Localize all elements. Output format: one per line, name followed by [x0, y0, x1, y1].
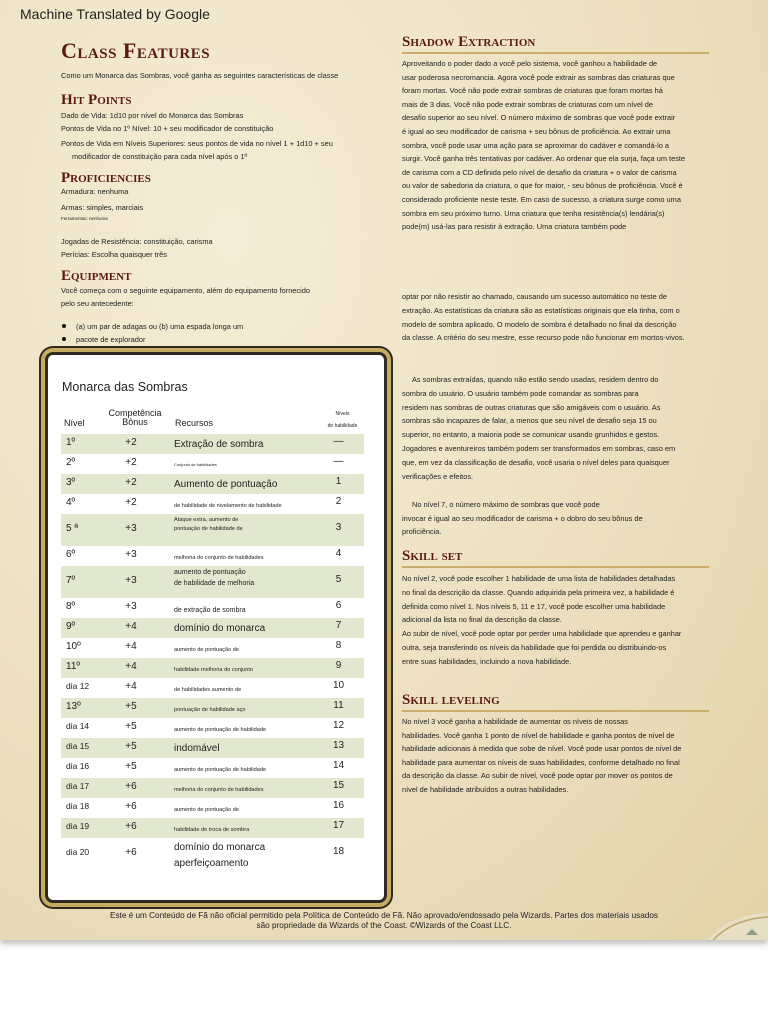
cell-level: dia 20	[66, 847, 90, 857]
cell-level: 3º	[66, 477, 76, 488]
table-row	[61, 838, 364, 870]
col-header-skill-levels-bottom: de habilidade	[327, 423, 358, 429]
cell-resources	[174, 502, 282, 511]
table-row	[61, 718, 364, 738]
cell-resource-line: Ataque extra, aumento de	[174, 517, 239, 523]
cell-skill-levels: 15	[332, 780, 345, 791]
table-row	[61, 546, 364, 566]
cell-proficiency-bonus: +2	[125, 437, 137, 448]
cell-resource-line: habilidade melhoria do conjunto	[174, 667, 253, 673]
shadow-extraction-line: pode(m) usá-las para resistir à extração. Uma criatura também pode	[402, 222, 627, 232]
cell-level: dia 12	[66, 681, 90, 691]
weapons-proficiency: Armas: simples, marciais	[61, 203, 144, 212]
cell-skill-levels: —	[333, 436, 344, 447]
skill-set-line: adicional da lista no final da descrição da classe.	[402, 615, 562, 625]
shadow-extraction-line: superior, no entanto, a maioria pode se comunicar usando grunhidos e gestos.	[402, 430, 660, 440]
cell-level: 6º	[66, 549, 76, 560]
cell-resources	[174, 741, 220, 757]
machine-translated-banner: Machine Translated by Google	[20, 6, 210, 22]
cell-level: 13º	[66, 701, 81, 712]
footer-line-2: são propriedade da Wizards of the Coast. ©Wizards of the Coast LLC.	[256, 920, 512, 930]
shadow-extraction-line: considerado proficiente neste teste. Em caso de sucesso, a criatura surge como uma	[402, 195, 681, 204]
class-features-title: Class Features	[61, 38, 211, 63]
skills-proficiency: Perícias: Escolha quaisquer três	[61, 250, 167, 259]
shadow-extraction-line: verificações e efeitos.	[402, 471, 474, 481]
shadow-extraction-line: surgir. Você ganha três tentativas por cadáver. Ao ordenar que ela surja, faça um teste	[402, 154, 686, 164]
cell-level: 4º	[66, 497, 76, 508]
cell-resources	[174, 706, 246, 715]
cell-skill-levels: 13	[332, 740, 345, 751]
cell-skill-levels: 1	[335, 476, 342, 487]
shadow-extraction-line: proficiência.	[402, 527, 442, 536]
cell-proficiency-bonus: +5	[125, 701, 137, 712]
cell-resources	[174, 554, 264, 563]
shadow-extraction-line: usar poderosa necromancia. Agora você pode extrair as sombras das criaturas que	[402, 72, 675, 82]
skill-set-line: outra, seja transferindo os níveis da habilidade que foi perdida ou distribuindo-os	[402, 643, 667, 652]
shadow-extraction-line: sombra, você pode usar uma ação para se aproximar do cadáver e comandá-lo a	[402, 140, 670, 150]
shadow-extraction-line: invocar é igual ao seu modificador de carisma + o dobro do seu bônus de	[402, 513, 643, 523]
tools-proficiency: Ferramentas: nenhuma	[61, 216, 108, 221]
cell-resource-line: Conjunto de habilidades	[174, 462, 217, 467]
cell-skill-levels: 7	[335, 620, 342, 631]
shadow-extraction-line: As sombras extraídas, quando não estão sendo usadas, residem dentro do	[412, 375, 659, 384]
cell-level: dia 17	[66, 781, 90, 791]
shadow-extraction-line: desafio superior ao seu nível. O número máximo de sombras que você pode extrair	[402, 113, 676, 123]
saving-throws: Jogadas de Resistência: constituição, carisma	[61, 237, 213, 246]
cell-proficiency-bonus: +2	[125, 477, 137, 488]
table-row	[61, 566, 364, 598]
cell-level: dia 19	[66, 821, 90, 831]
cell-resource-line: aumento de pontuação de habilidade	[174, 727, 267, 733]
col-header-competence-bottom: Bônus	[122, 417, 148, 428]
armor-proficiency: Armadura: nenhuma	[61, 187, 129, 196]
cell-skill-levels: 16	[332, 800, 345, 811]
shadow-extraction-line: Aproveitando o poder dado a você pelo sistema, você ganhou a habilidade de	[402, 59, 658, 68]
cell-resources	[174, 516, 243, 533]
cell-resource-line: de habilidades aumento de	[174, 687, 242, 693]
cell-resources	[174, 826, 249, 835]
bullet-icon	[62, 324, 66, 328]
col-header-skill-levels	[320, 408, 365, 432]
skill-set-line: No nível 2, você pode escolher 1 habilidade de uma lista de habilidades detalhadas	[402, 574, 676, 583]
cell-resources	[174, 477, 277, 493]
cell-skill-levels: 9	[335, 660, 342, 671]
cell-proficiency-bonus: +2	[125, 457, 137, 468]
cell-proficiency-bonus: +3	[125, 575, 137, 586]
shadow-extraction-line: modelo de sombra aplicado. O modelo de sombra é detalhado no final da descrição	[402, 319, 677, 329]
cell-resources	[174, 840, 265, 871]
cell-resources	[174, 686, 241, 695]
cell-resources	[174, 606, 246, 617]
table-row	[61, 598, 364, 618]
col-header-competence	[100, 409, 170, 428]
shadow-extraction-line: é igual ao seu modificador de carisma + seu bônus de proficiência. Ao extrair uma	[402, 127, 671, 136]
cell-level: dia 16	[66, 761, 90, 771]
cell-proficiency-bonus: +2	[125, 497, 137, 508]
skill-set-line: no final da descrição da classe. Quando adquirida pela primeira vez, a habilidade é	[402, 587, 675, 597]
table-row	[61, 514, 364, 546]
cell-level: 11º	[66, 661, 81, 672]
cell-skill-levels: 8	[335, 640, 342, 651]
table-row	[61, 454, 364, 474]
cell-resource-line: aperfeiçoamento	[174, 857, 249, 869]
cell-resource-line: aumento de pontuação de habilidade	[174, 767, 267, 773]
hp-first-level-line: Pontos de Vida no 1º Nível: 10 + seu modificador de constituição	[61, 124, 274, 133]
skill-set-line: definida como nível 1. Nos níveis 5, 11 e 17, você pode escolher uma habilidade	[402, 601, 666, 611]
col-header-competence-top: Competência	[108, 408, 162, 418]
skill-leveling-line: habilidades. Você ganha 1 ponto de nível de habilidade e ganha pontos de nível de	[402, 730, 675, 740]
equipment-item: pacote de explorador	[76, 335, 146, 344]
cell-skill-levels: 17	[332, 820, 345, 831]
cell-level: 2º	[66, 457, 76, 468]
cell-skill-levels: 14	[332, 760, 345, 771]
cell-skill-levels: 3	[335, 522, 342, 533]
shadow-extraction-line: ou valor de sabedoria da criatura, o que for maior, - seu bônus de proficiência. Você é	[402, 181, 683, 191]
cell-resources	[174, 786, 264, 795]
equipment-item: (a) um par de adagas ou (b) uma espada longa um	[76, 322, 244, 331]
skill-set-line: entre suas habilidades, incluindo a nova habilidade.	[402, 656, 572, 666]
cell-skill-levels: 12	[332, 720, 345, 731]
cell-proficiency-bonus: +5	[125, 721, 137, 732]
cell-level: 9º	[66, 621, 76, 632]
cell-skill-levels: 5	[335, 574, 342, 585]
cell-resource-line: domínio do monarca	[174, 842, 266, 853]
cell-level: 8º	[66, 601, 76, 612]
table-row	[61, 474, 364, 494]
cell-resource-line: aumento de pontuação	[174, 569, 246, 576]
cell-level: 10º	[66, 641, 81, 652]
shadow-extraction-line: residem nas sombras de outras criaturas que são amigáveis com o usuário. As	[402, 402, 661, 412]
table-row	[61, 638, 364, 658]
table-row	[61, 494, 364, 514]
shadow-extraction-line: da classe. A critério do seu mestre, esse recurso pode não funcionar em mortos-vivos.	[402, 333, 685, 343]
cell-resource-line: de extração de sombra	[174, 607, 246, 614]
cell-proficiency-bonus: +4	[125, 641, 137, 652]
cell-resource-line: Extração de sombra	[174, 439, 264, 450]
cell-resource-line: aumento de pontuação de	[174, 647, 240, 653]
cell-resources	[174, 568, 254, 590]
cell-resources	[174, 462, 217, 468]
table-row	[61, 618, 364, 638]
cell-proficiency-bonus: +6	[125, 847, 137, 858]
cell-resources	[174, 726, 266, 735]
table-row	[61, 698, 364, 718]
cell-resource-line: domínio do monarca	[174, 623, 266, 634]
class-table-title: Monarca das Sombras	[62, 380, 188, 394]
cell-resource-line: de habilidade de nivelamento de habilidade	[174, 503, 282, 509]
cell-resource-line: melhoria do conjunto de habilidades	[174, 555, 264, 561]
cell-level: 5 ª	[66, 523, 79, 534]
cell-resources	[174, 806, 239, 815]
class-features-intro: Como um Monarca das Sombras, você ganha as seguintes características de classe	[61, 71, 339, 80]
table-row	[61, 678, 364, 698]
cell-proficiency-bonus: +4	[125, 621, 137, 632]
cell-level: 1º	[66, 437, 76, 448]
cell-resource-line: de habilidade de melhoria	[174, 579, 255, 587]
cell-resource-line: aumento de pontuação de	[174, 807, 240, 813]
cell-resource-line: indomável	[174, 743, 220, 754]
table-row	[61, 818, 364, 838]
cell-resource-line: Aumento de pontuação	[174, 479, 278, 490]
footer-line-1: Este é um Conteúdo de Fã não oficial permitido pela Política de Conteúdo de Fã. Não aprovado/endossado pela Wizards. Partes dos materiais usados	[110, 911, 658, 920]
equipment-intro-line-1: Você começa com o seguinte equipamento, além do equipamento fornecido	[61, 286, 310, 295]
skill-leveling-heading: Skill leveling	[402, 692, 709, 712]
table-row	[61, 798, 364, 818]
skill-leveling-line: No nível 3 você ganha a habilidade de aumentar os níveis de nossas	[402, 717, 628, 726]
cell-skill-levels: 11	[333, 700, 344, 711]
cell-proficiency-bonus: +6	[125, 781, 137, 792]
skill-leveling-line: habilidade adicionais à medida que sobe de nível. Você pode usar pontos de nível de	[402, 744, 682, 754]
shadow-extraction-line: No nível 7, o número máximo de sombras que você pode	[412, 500, 600, 509]
cell-proficiency-bonus: +3	[125, 523, 137, 534]
shadow-extraction-line: sombras são incapazes de falar, a menos que seu nível de desafio seja 15 ou	[402, 416, 657, 426]
shadow-extraction-line: sombra em seu próximo turno. Uma criatura que tenha resistência(s) lendária(s)	[402, 208, 665, 218]
cell-skill-levels: 2	[335, 496, 342, 507]
cell-proficiency-bonus: +4	[125, 681, 137, 692]
skill-leveling-line: habilidade para aumentar os níveis de suas habilidades, conforme detalhado no final	[402, 757, 680, 767]
cell-resources	[174, 766, 266, 775]
bullet-icon	[62, 337, 66, 341]
cell-resources	[174, 666, 253, 675]
hit-points-heading: Hit Points	[61, 92, 132, 108]
hp-higher-levels-line-2: modificador de constituição para cada nível após o 1º	[72, 152, 248, 161]
cell-resource-line: pontuação de habilidade de	[174, 525, 243, 532]
shadow-extraction-line: extração. As estatísticas da criatura são as estatísticas originais que ela tinha, com o	[402, 305, 680, 315]
shadow-extraction-line: que, em vez da classificação de desafio, você usaria o nível deles para quaisquer	[402, 457, 670, 467]
cell-resources	[174, 437, 264, 453]
shadow-extraction-line: sombra do usuário. O usuário também pode comandar as sombras para	[402, 388, 639, 398]
fan-content-footer	[20, 911, 748, 931]
cell-proficiency-bonus: +3	[125, 601, 137, 612]
shadow-extraction-line: de carisma com a CD definida pelo nível de desafio da criatura + o valor de carisma	[402, 167, 677, 177]
proficiencies-heading: Proficiencies	[61, 170, 151, 186]
equipment-heading: Equipment	[61, 268, 132, 284]
cell-skill-levels: 4	[335, 548, 342, 559]
col-header-level: Nível	[64, 418, 85, 428]
cell-proficiency-bonus: +6	[125, 821, 137, 832]
equipment-intro-line-2: pelo seu antecedente:	[61, 299, 134, 308]
cell-skill-levels: 6	[335, 600, 342, 611]
cell-proficiency-bonus: +4	[125, 661, 137, 672]
page-corner-ornament	[708, 905, 768, 940]
shadow-extraction-heading: Shadow Extraction	[402, 34, 709, 54]
table-row	[61, 738, 364, 758]
cell-level: dia 14	[66, 721, 90, 731]
col-header-resources: Recursos	[175, 418, 214, 428]
cell-resources	[174, 621, 265, 637]
cell-skill-levels: 10	[332, 680, 345, 691]
hp-higher-levels-line: Pontos de Vida em Níveis Superiores: seus pontos de vida no nível 1 + 1d10 + seu	[61, 139, 333, 148]
shadow-extraction-line: mais de 3 dias. Você não pode extrair sombras de criaturas com um nível de	[402, 99, 653, 109]
cell-resource-line: habilidade de troca de sombra	[174, 827, 250, 833]
cell-level: dia 15	[66, 741, 90, 751]
cell-resource-line: pontuação de habilidade aço	[174, 707, 246, 713]
cell-proficiency-bonus: +3	[125, 549, 137, 560]
cell-resource-line: melhoria do conjunto de habilidades	[174, 787, 264, 793]
cell-proficiency-bonus: +5	[125, 761, 137, 772]
shadow-extraction-line: foram mortas. Você não pode extrair sombras de criaturas que foram mortas há	[402, 86, 663, 96]
table-row	[61, 778, 364, 798]
shadow-extraction-line: optar por não resistir ao chamado, causando um sucesso automático no teste de	[402, 292, 667, 301]
table-row	[61, 758, 364, 778]
cell-resources	[174, 646, 239, 655]
cell-proficiency-bonus: +5	[125, 741, 137, 752]
skill-leveling-line: nível de habilidade atribuídos a outras habilidades.	[402, 785, 569, 794]
cell-level: 7º	[66, 575, 76, 586]
skill-set-line: Ao subir de nível, você pode optar por perder uma habilidade que aprendeu e ganhar	[402, 629, 682, 639]
cell-level: dia 18	[66, 801, 90, 811]
col-header-skill-levels-top: Níveis	[335, 411, 350, 417]
cell-proficiency-bonus: +6	[125, 801, 137, 812]
table-row	[61, 434, 364, 454]
cell-skill-levels: 18	[332, 846, 345, 857]
skill-leveling-line: da descrição da classe. Ao subir de nível, você pode optar por mover os pontos de	[402, 771, 673, 781]
skill-set-heading: Skill set	[402, 548, 709, 568]
table-row	[61, 658, 364, 678]
cell-skill-levels: —	[333, 456, 344, 467]
shadow-extraction-line: Jogadores e aventureiros também podem ser transformados em sombras, caso em	[402, 444, 676, 453]
hit-dice-line: Dado de Vida: 1d10 por nível do Monarca das Sombras	[61, 111, 244, 120]
